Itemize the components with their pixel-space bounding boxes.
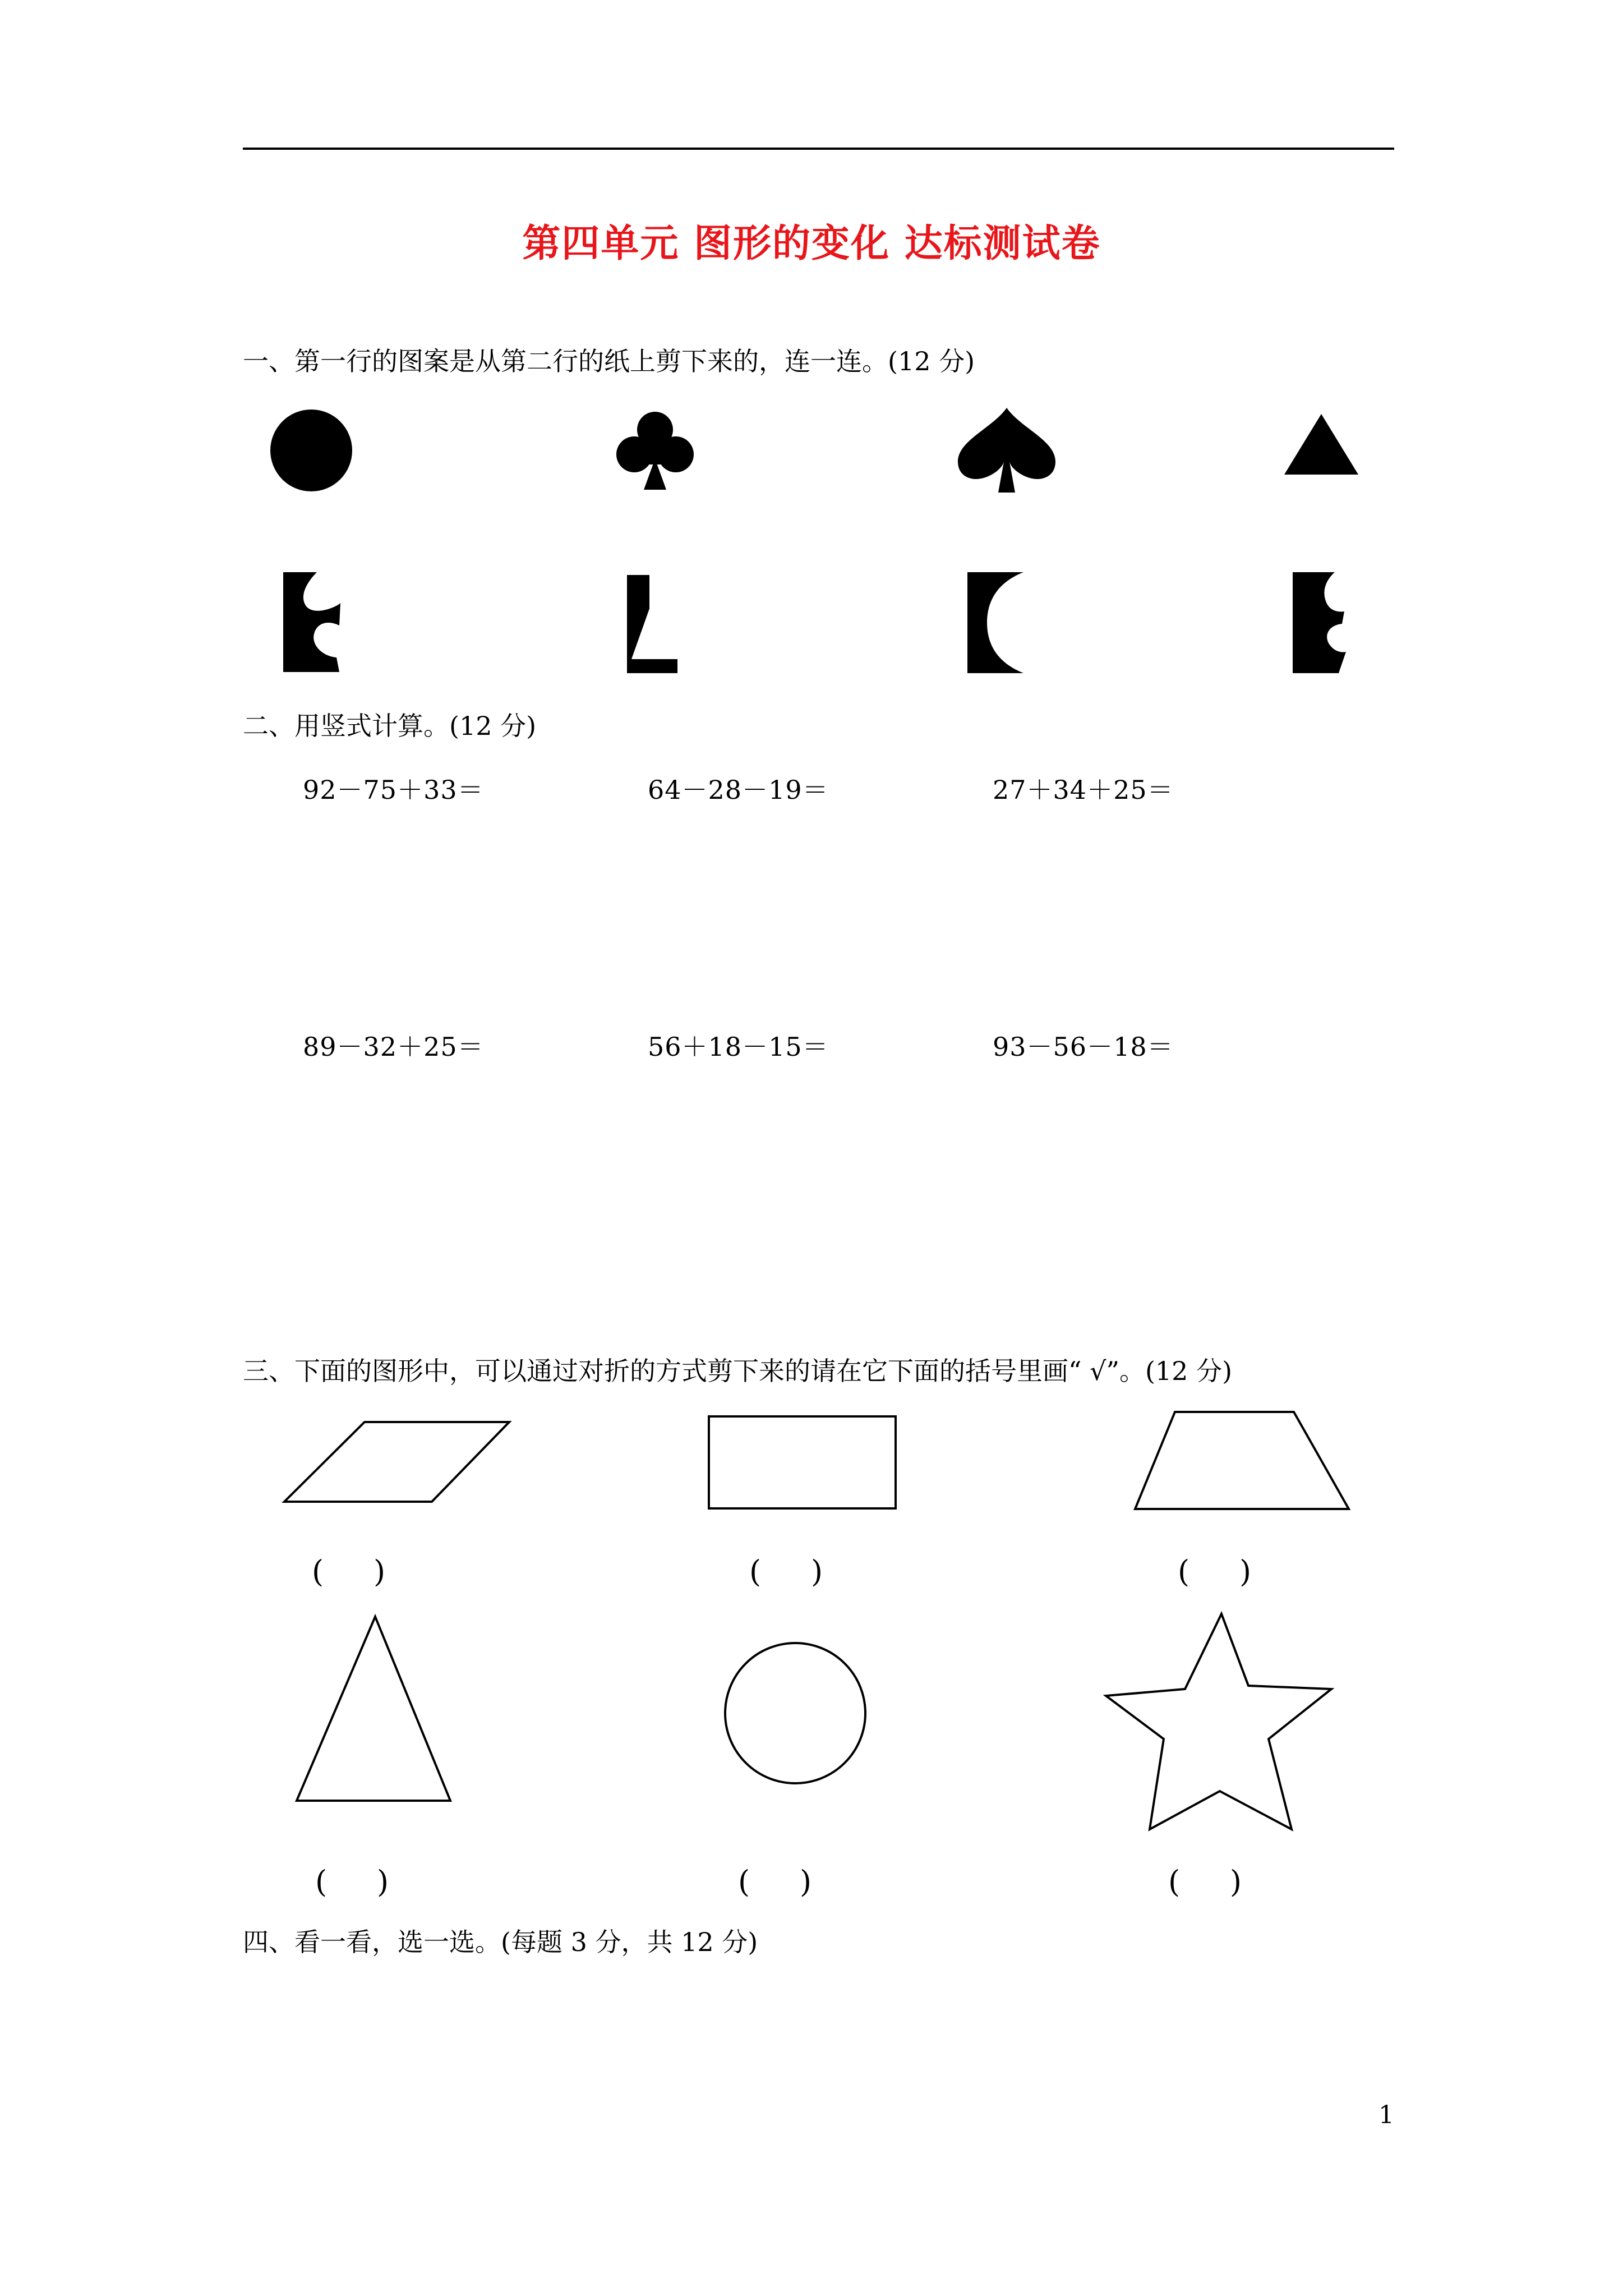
answer-parentheses[interactable]: ( ) — [1178, 1554, 1252, 1589]
trapezoid-icon — [1134, 1411, 1350, 1510]
rectangle-icon — [708, 1415, 897, 1510]
spade-icon — [953, 406, 1060, 495]
folded-paper-slant-icon — [627, 575, 679, 673]
calc-expression: 93－56－18＝ — [993, 1032, 1174, 1062]
folded-paper-arc-icon — [967, 572, 1026, 673]
calc-expression: 64－28－19＝ — [648, 775, 829, 805]
calc-expression: 92－75＋33＝ — [303, 775, 484, 805]
parallelogram-icon — [283, 1421, 510, 1503]
answer-parentheses[interactable]: ( ) — [749, 1554, 823, 1589]
filled-circle-icon — [269, 408, 353, 493]
calc-expression: 89－32＋25＝ — [303, 1032, 484, 1062]
filled-triangle-icon — [1283, 413, 1359, 476]
calc-expression: 56＋18－15＝ — [648, 1032, 829, 1062]
triangle-icon — [296, 1616, 451, 1802]
circle-icon — [723, 1641, 867, 1785]
section2-heading: 二、用竖式计算。(12 分) — [243, 711, 537, 741]
star-icon — [1105, 1613, 1335, 1832]
calc-expression: 27＋34＋25＝ — [993, 775, 1174, 805]
header-rule — [243, 148, 1394, 150]
folded-paper-shape-icon — [1293, 572, 1346, 673]
answer-parentheses[interactable]: ( ) — [1168, 1864, 1242, 1899]
page-title: 第四单元 图形的变化 达标测试卷 — [522, 221, 1101, 266]
answer-parentheses[interactable]: ( ) — [312, 1554, 386, 1589]
folded-paper-notch-icon — [283, 572, 345, 673]
page-number: 1 — [1378, 2101, 1394, 2129]
section4-heading: 四、看一看，选一选。(每题 3 分，共 12 分) — [243, 1927, 758, 1957]
club-icon — [613, 408, 697, 493]
answer-parentheses[interactable]: ( ) — [738, 1864, 812, 1899]
answer-parentheses[interactable]: ( ) — [315, 1864, 389, 1899]
section1-heading: 一、第一行的图案是从第二行的纸上剪下来的，连一连。(12 分) — [243, 346, 975, 376]
section3-heading: 三、下面的图形中，可以通过对折的方式剪下来的请在它下面的括号里画“ √”。(12 分) — [243, 1356, 1233, 1386]
